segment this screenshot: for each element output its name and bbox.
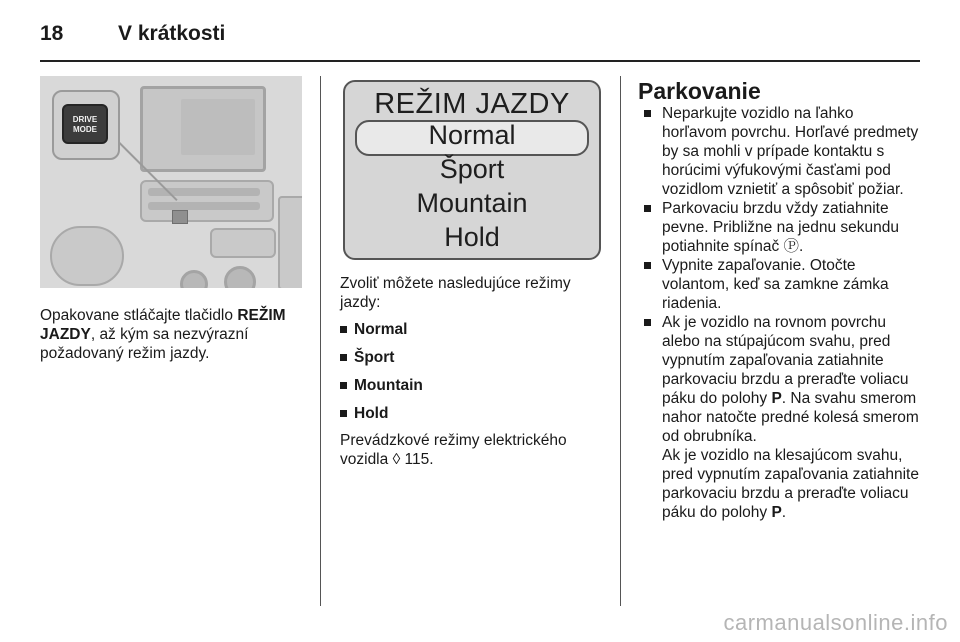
- drive-mode-button: DRIVE MODE: [62, 104, 108, 144]
- parking-bullet-4: Ak je vozidlo na rovnom povrchu alebo na stúpajúcom svahu, pred vypnutím zapaľovania zatiahnite parkovaciu brzdu a preraďte voliacu páku do polohy P. Na svahu smerom nahor natočte predné kolesá smerom od obrubníka.: [638, 313, 920, 446]
- watermark: carmanualsonline.info: [723, 610, 948, 635]
- parking-bullet-3: Vypnite zapaľovanie. Otočte volantom, keď sa zamkne zámka riadenia.: [638, 256, 920, 313]
- caption: Opakovane stláčajte tlačidlo REŽIM JAZDY, až kým sa nezvýrazní požadovaný režim jazdy.: [40, 307, 286, 362]
- knob-left: [180, 270, 208, 288]
- middle-column: [340, 274, 602, 469]
- mode-item: Hold: [340, 404, 602, 423]
- center-console-panel: [140, 180, 274, 222]
- drive-mode-button-location: [172, 210, 188, 224]
- column-divider-left: [320, 76, 321, 606]
- parking-brake-icon: Ⓟ: [783, 238, 800, 255]
- mode-item: Mountain: [340, 376, 602, 395]
- drive-mode-display: [343, 80, 601, 260]
- display-option-sport: Šport: [439, 154, 505, 184]
- chapter-title: V krátkosti: [118, 22, 226, 45]
- reference-paragraph: Prevádzkové režimy elektrického vozidla ◊ 115.: [340, 432, 567, 468]
- parking-bullet-1: Neparkujte vozidlo na ľahko horľavom povrchu. Horľavé predmety by sa mohli v prípade kontaktu s horúcimi výfukovými časťami pod vozidlom vznietiť a spôsobiť požiar.: [638, 104, 920, 199]
- section-heading: Parkovanie: [638, 78, 761, 104]
- reference-arrow-icon: ◊: [392, 451, 401, 468]
- right-column: [638, 78, 920, 522]
- display-title: REŽIM JAZDY: [374, 88, 570, 120]
- dashboard-illustration: [40, 76, 302, 288]
- parking-paragraph: Ak je vozidlo na klesajúcom svahu, pred vypnutím zapaľovania zatiahnite parkovaciu brzdu a preraďte voliacu páku do polohy P.: [662, 447, 919, 521]
- left-column: [40, 306, 306, 363]
- display-option-normal: Normal: [428, 120, 516, 150]
- display-option-hold: Hold: [444, 222, 500, 252]
- display-option-mountain: Mountain: [416, 188, 528, 218]
- parking-bullet-2: Parkovaciu brzdu vždy zatiahnite pevne. Približne na jednu sekundu potiahnite spínač Ⓟ.: [638, 199, 920, 256]
- column-divider-right: [620, 76, 621, 606]
- page-number: 18: [40, 22, 64, 45]
- mode-item: Šport: [340, 348, 602, 367]
- page-header: [40, 14, 920, 62]
- modes-intro: Zvoliť môžete nasledujúce režimy jazdy:: [340, 275, 571, 311]
- infotainment-screen: [140, 86, 266, 172]
- steering-wheel: [50, 226, 124, 286]
- reference-link[interactable]: 115.: [404, 451, 434, 468]
- mode-item: Normal: [340, 320, 602, 339]
- knob-center: [224, 266, 256, 288]
- control-buttons: [210, 228, 276, 258]
- side-panel: [278, 196, 302, 288]
- button-callout: [52, 90, 120, 160]
